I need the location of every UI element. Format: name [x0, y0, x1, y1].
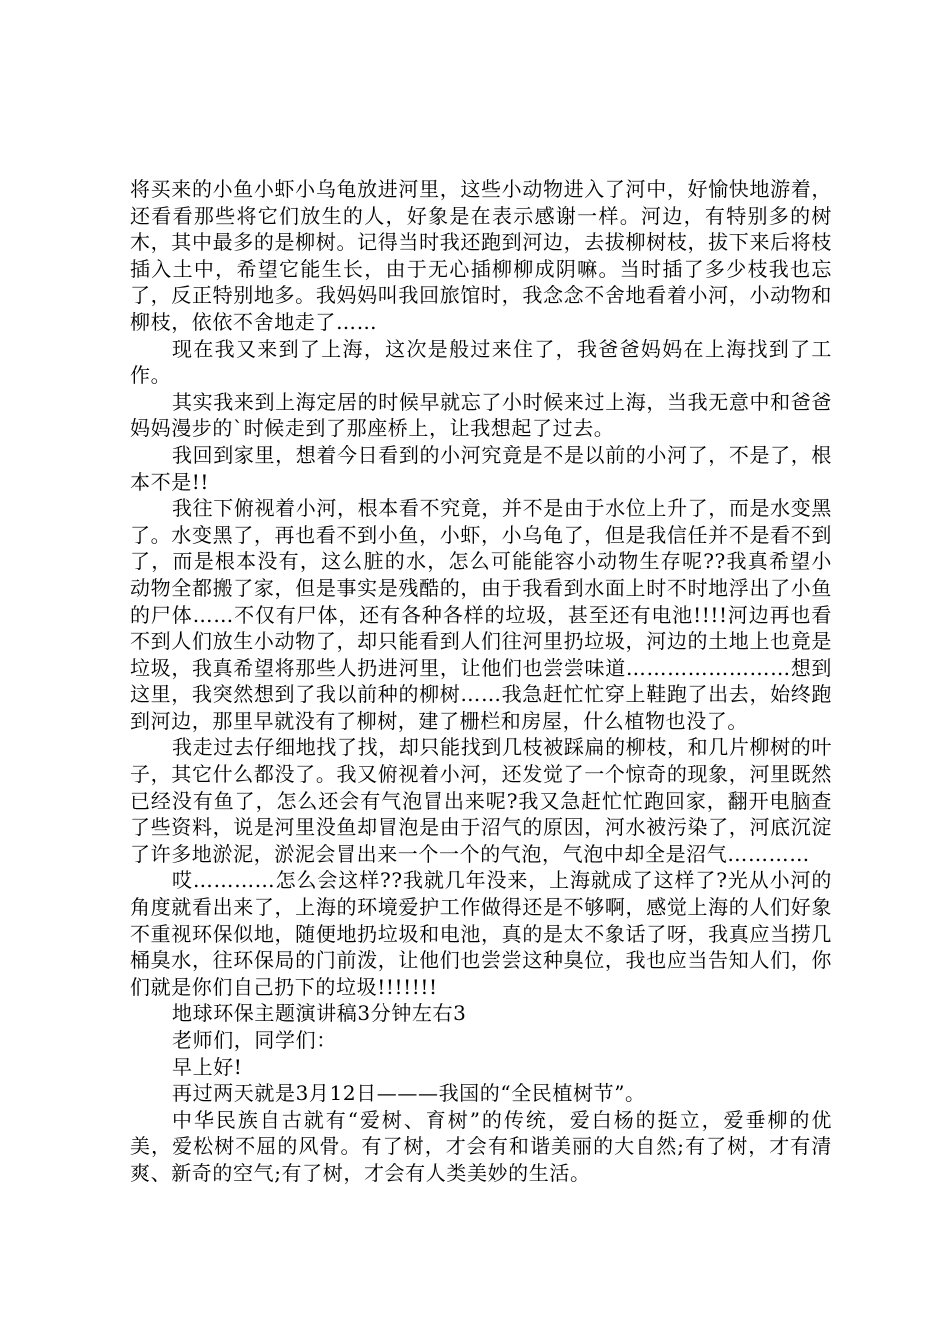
paragraph-bridge-memory: 其实我来到上海定居的时候早就忘了小时候来过上海，当我无意中和爸爸妈妈漫步的`时候走到了那座桥上，让我想起了过去。: [130, 389, 832, 441]
paragraph-back-home: 我回到家里，想着今日看到的小河究竟是不是以前的小河了，不是了，根本不是!!: [130, 442, 832, 494]
section-heading: 地球环保主题演讲稿3分钟左右3: [172, 1001, 467, 1026]
greeting: 早上好!: [172, 1054, 243, 1079]
paragraph-arbor-day: 再过两天就是3月12日———我国的“全民植树节”。: [172, 1081, 646, 1106]
salutation: 老师们，同学们：: [172, 1028, 337, 1052]
paragraph-release-animals: 将买来的小鱼小虾小乌龟放进河里，这些小动物进入了河中，好愉快地游着，还看看那些将它们放生的人，好象是在表示感谢一样。河边，有特别多的树木，其中最多的是柳树。记得当时我还跑到河边，去拔柳树枝，拔下来后将枝插入土中，希望它能生长，由于无心插柳柳成阴嘛。当时插了多少枝我也忘了，反正特别地多。我妈妈叫我回旅馆时，我念念不舍地看着小河，小动物和柳枝，依依不舍地走了……: [130, 177, 832, 334]
document-body: [130, 176, 832, 1187]
paragraph-moved-to-shanghai: 现在我又来到了上海，这次是般过来住了，我爸爸妈妈在上海找到了工作。: [130, 336, 832, 388]
paragraph-tree-tradition: 中华民族自古就有“爱树、育树”的传统，爱白杨的挺立，爱垂柳的优美，爱松树不屈的风骨。有了树，才会有和谐美丽的大自然;有了树，才有清爽、新奇的空气;有了树，才会有人类美妙的生活。: [130, 1107, 832, 1185]
paragraph-lament: 哎…………怎么会这样??我就几年没来，上海就成了这样了?光从小河的角度就看出来了，上海的环境爱护工作做得还是不够啊，感觉上海的人们好象不重视环保似地，随便地扔垃圾和电池，真的是太不象话了呀，我真应当捞几桶臭水，往环保局的门前泼，让他们也尝尝这种臭位，我也应当告知人们，你们就是你们自己扔下的垃圾!!!!!!!: [130, 868, 832, 999]
paragraph-marsh-gas: 我走过去仔细地找了找，却只能找到几枝被踩扁的柳枝，和几片柳树的叶子，其它什么都没了。我又俯视着小河，还发觉了一个惊奇的现象，河里既然已经没有鱼了，怎么还会有气泡冒出来呢?我又急赶忙忙跑回家，翻开电脑查了些资料，说是河里没鱼却冒泡是由于沼气的原因，河水被污染了，河底沉淀了许多地淤泥，淤泥会冒出来一个一个的气泡，气泡中却全是沼气…………: [130, 735, 832, 866]
paragraph-black-water: 我往下俯视着小河，根本看不究竟，并不是由于水位上升了，而是水变黑了。水变黑了，再也看不到小鱼，小虾，小乌龟了，但是我信任并不是看不到了，而是根本没有，这么脏的水，怎么可能能容小动物生存呢??我真希望小动物全都搬了家，但是事实是残酷的，由于我看到水面上时不时地浮出了小鱼的尸体……不仅有尸体，还有各种各样的垃圾，甚至还有电池!!!!河边再也看不到人们放生小动物了，却只能看到人们往河里扔垃圾，河边的土地上也竟是垃圾，我真希望将那些人扔进河里，让他们也尝尝味道……………………想到这里，我突然想到了我以前种的柳树……我急赶忙忙穿上鞋跑了出去，始终跑到河边，那里早就没有了柳树，建了栅栏和房屋，什么植物也没了。: [130, 496, 832, 733]
